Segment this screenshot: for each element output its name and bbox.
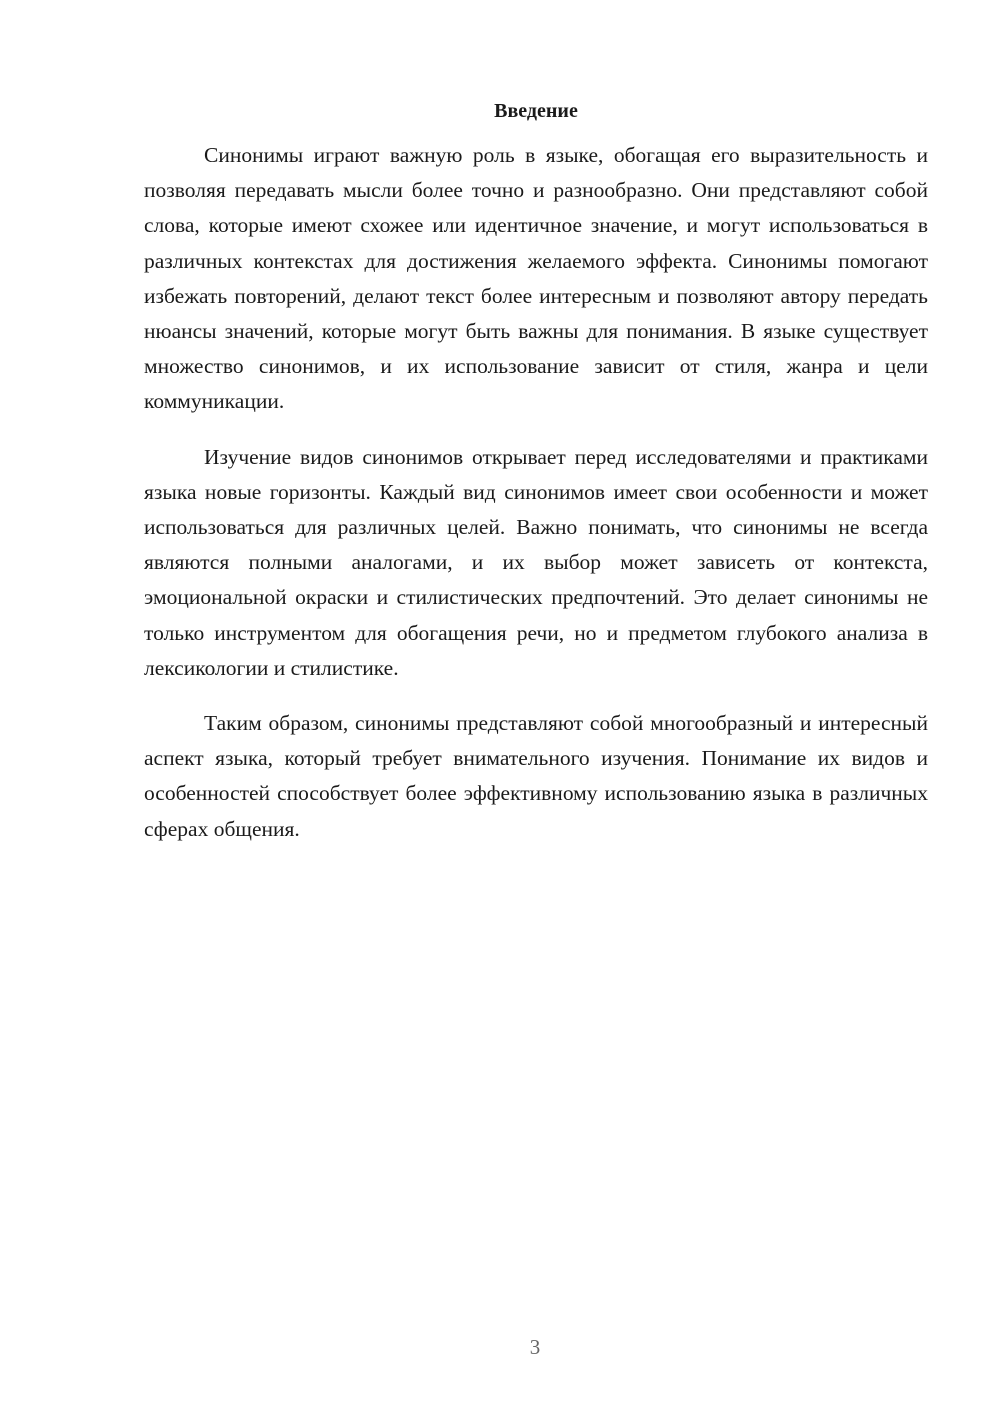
paragraph-1: Синонимы играют важную роль в языке, обогащая его выразительность и позволяя передавать мысли более точно и разнообразно. Они представляют собой слова, которые имеют схожее или идентичное значение, и могут использоваться в различных контекстах для достижения желаемого эффекта. Синонимы помогают избежать повторений, делают текст более интересным и позволяют автору передать нюансы значений, которые могут быть важны для понимания. В языке существует множество синонимов, и их использование зависит от стиля, жанра и цели коммуникации. bbox=[144, 143, 928, 414]
page-content bbox=[144, 96, 928, 867]
page-number: 3 bbox=[529, 1335, 541, 1359]
section-title: Введение bbox=[494, 100, 578, 122]
paragraph-2: Изучение видов синонимов открывает перед исследователями и практиками языка новые горизонты. Каждый вид синонимов имеет свои особенности и может использоваться для различных целей. Важно понимать, что синонимы не всегда являются полными аналогами, и их выбор может зависеть от контекста, эмоциональной окраски и стилистических предпочтений. Это делает синонимы не только инструментом для обогащения речи, но и предметом глубокого анализа в лексикологии и стилистике. bbox=[144, 444, 928, 680]
paragraph-3: Таким образом, синонимы представляют собой многообразный и интересный аспект языка, который требует внимательного изучения. Понимание их видов и особенностей способствует более эффективному использованию языка в различных сферах общения. bbox=[144, 711, 928, 841]
